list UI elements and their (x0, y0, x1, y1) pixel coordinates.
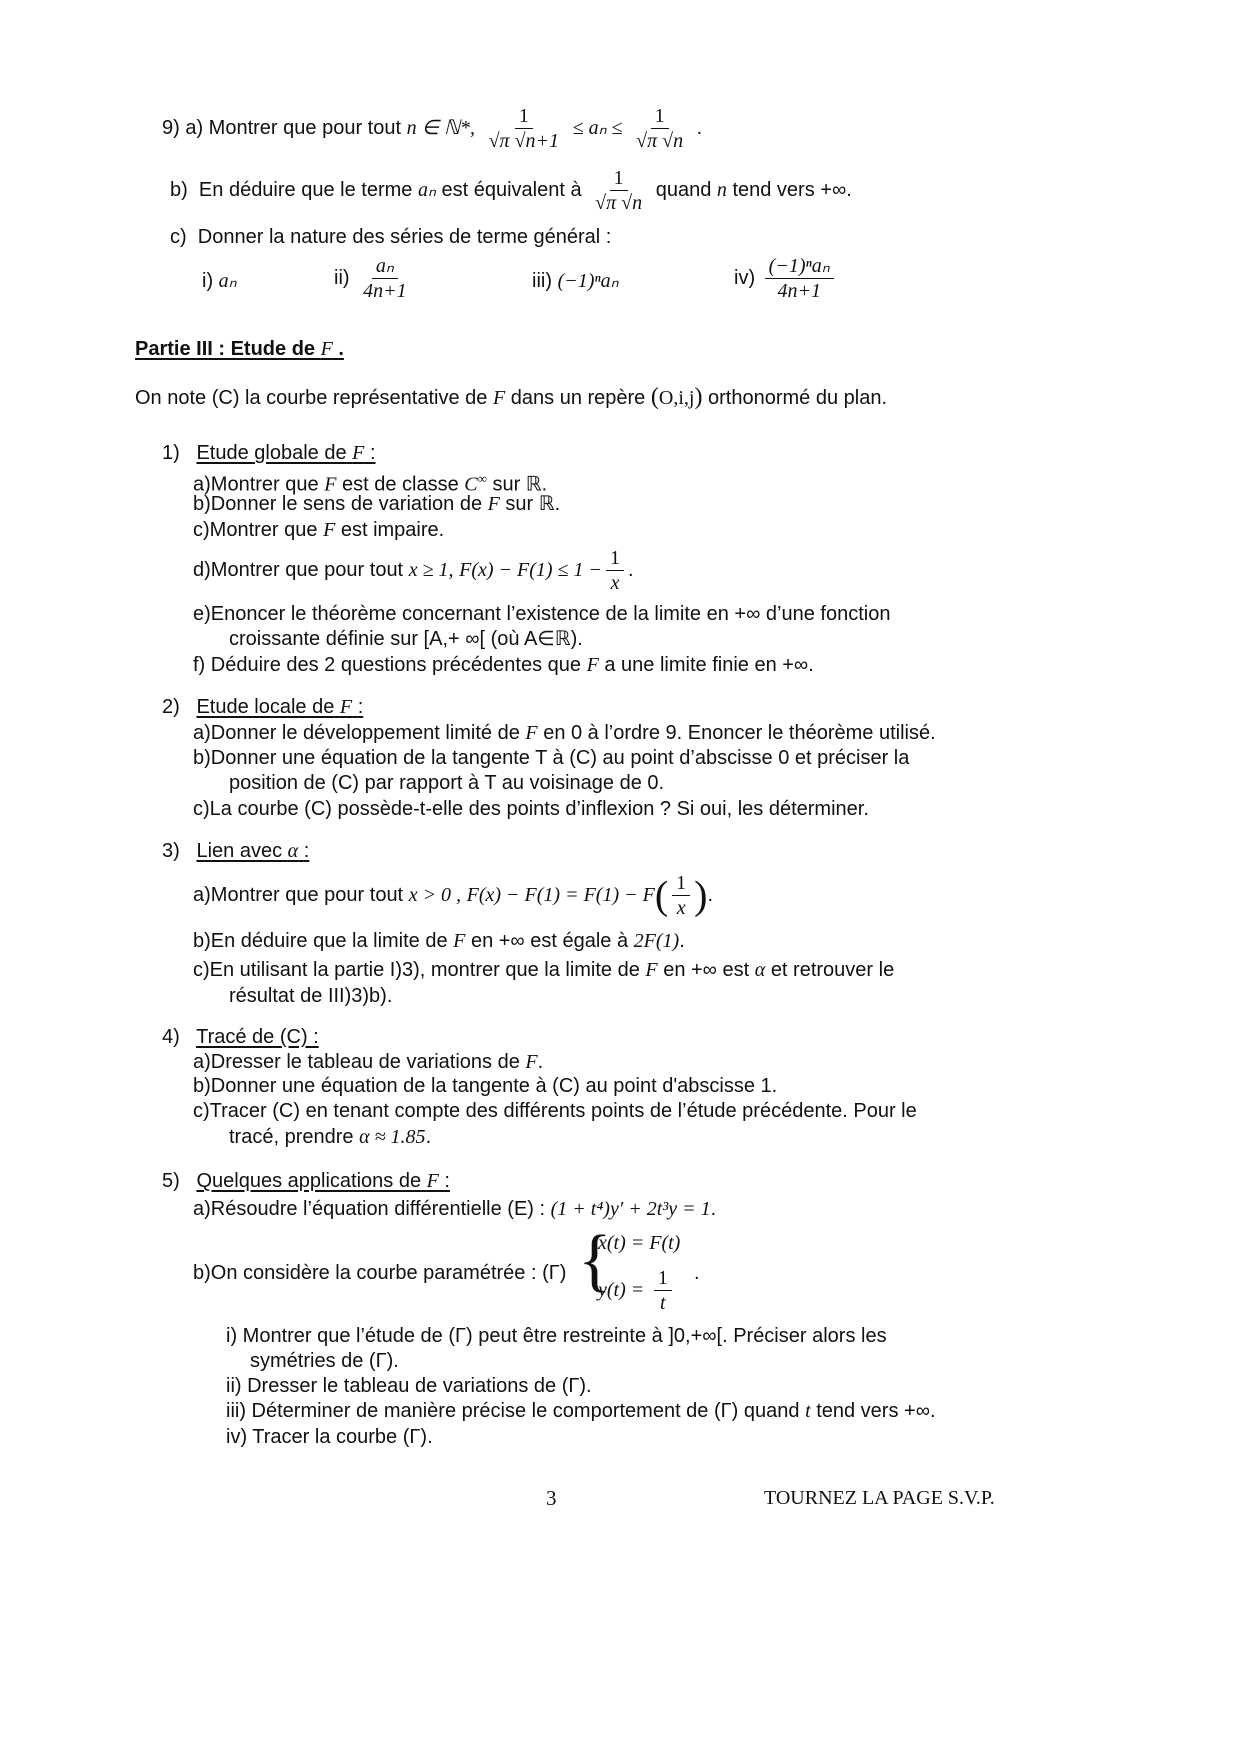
s1-a-end: sur ℝ. (492, 473, 548, 496)
s2-heading (162, 694, 363, 720)
s5-iv: iv) Tracer la courbe (Γ). (226, 1426, 433, 1448)
s1-c-pre: c)Montrer que (193, 519, 318, 541)
s3-a (193, 870, 713, 921)
s5-i1: i) Montrer que l’étude de (Γ) peut être restreinte à ]0,+∞[. Préciser alors les (226, 1325, 887, 1347)
s3-c1-alpha: α (754, 959, 766, 981)
q9b-text4: tend vers +∞. (732, 178, 852, 201)
s4-title: Tracé de (C) : (196, 1026, 319, 1048)
s1-f-end: a une limite finie en +∞. (604, 654, 814, 676)
q9a-line (162, 104, 702, 153)
s5-b-num: 1 (654, 1266, 672, 1291)
s1-a-pre: a)Montrer que (193, 473, 319, 496)
s4-b: b)Donner une équation de la tangente à (C) au point d'abscisse 1. (193, 1075, 778, 1097)
s1-a-inf: ∞ (477, 471, 487, 486)
series-i-expr: aₙ (218, 270, 237, 292)
q9b-n: n (716, 178, 727, 201)
s1-title (196, 442, 375, 464)
q9a-frac2 (632, 104, 687, 153)
s3-b-mid: en +∞ est égale à (470, 930, 629, 952)
part3-title-text: Partie III : Etude de (135, 338, 316, 360)
s3-a-cond: x > 0 , (408, 884, 462, 906)
q9b-label: b) (170, 178, 188, 201)
s5-a-pre: a)Résoudre l’équation différentielle (E) : (193, 1198, 546, 1220)
series-ii-label: ii) (334, 266, 350, 289)
s3-b-expr: 2F(1) (633, 930, 680, 952)
s2-a-pre: a)Donner le développement limité de (193, 722, 520, 744)
s1-f-pre: f) Déduire des 2 questions précédentes que (193, 654, 582, 676)
s2-a (193, 720, 936, 746)
s3-c1-pre: c)En utilisant la partie I)3), montrer que la limite de (193, 959, 640, 981)
s3-c1-end: et retrouver le (770, 959, 895, 981)
s3-a-num: 1 (672, 871, 690, 896)
q9a-frac1-den: √π √n+1 (488, 130, 560, 152)
q9a-frac1 (485, 104, 563, 153)
series-iii (532, 268, 619, 294)
s5-b-brace: { (578, 1222, 612, 1299)
s3-b (193, 928, 685, 954)
s3-b-pre: b)En déduire que la limite de (193, 930, 448, 952)
s2-title-text: Etude locale de (196, 696, 335, 718)
s2-num: 2) (162, 696, 180, 718)
s1-b-pre: b)Donner le sens de variation de (193, 493, 483, 515)
s4-num: 4) (162, 1026, 180, 1048)
s2-b2: position de (C) par rapport à T au voisinage de 0. (229, 772, 665, 794)
s3-c1 (193, 957, 894, 983)
part3-title-F: F (320, 338, 333, 360)
series-ii (334, 254, 415, 303)
series-ii-frac (359, 254, 411, 303)
s5-b-x: x(t) = F(t) (598, 1232, 681, 1254)
s3-a-den: x (676, 897, 686, 920)
s1-d-end: . (628, 558, 634, 581)
s5-a-end: . (710, 1198, 717, 1220)
s4-c2-expr: α ≈ 1.85 (359, 1126, 426, 1148)
s1-b-end: sur ℝ. (505, 493, 561, 515)
q9c-label: c) (170, 226, 187, 248)
s1-e1: e)Enoncer le théorème concernant l’existence de la limite en +∞ d’une fonction (193, 603, 891, 625)
q9c-line (170, 224, 611, 250)
s4-a (193, 1049, 543, 1075)
s5-iii-pre: iii) Déterminer de manière précise le comportement de (Γ) quand (226, 1400, 800, 1422)
s1-d-den: x (610, 572, 620, 594)
s3-title (196, 840, 309, 862)
s1-a-mid: est de classe (341, 473, 459, 496)
s5-num: 5) (162, 1170, 180, 1192)
s5-b-end: . (694, 1262, 700, 1284)
frame-vectors: O,i,j (658, 387, 695, 409)
s1-d-expr: F(x) − F(1) ≤ 1 − (459, 558, 603, 581)
s1-title-F: F (352, 442, 365, 464)
s5-b-y (598, 1266, 676, 1315)
s2-c: c)La courbe (C) possède-t-elle des points d’inflexion ? Si oui, les déterminer. (193, 798, 869, 820)
s5-iii-t: t (805, 1400, 811, 1422)
series-iv-label: iv) (734, 266, 756, 289)
s3-c1-mid: en +∞ est (663, 959, 750, 981)
part3-intro (135, 384, 887, 411)
series-i (202, 268, 237, 294)
s1-heading (162, 440, 376, 466)
q9b-text2: est équivalent à (441, 178, 582, 201)
s2-a-end: en 0 à l’ordre 9. Enoncer le théorème utilisé. (543, 722, 936, 744)
s4-a-F: F (525, 1051, 538, 1073)
s5-iii-end: tend vers +∞. (816, 1400, 936, 1422)
s4-a-end: . (537, 1051, 544, 1073)
s1-a-C: C (464, 473, 478, 496)
q9b-line (170, 166, 852, 215)
frame-close-paren: ) (694, 384, 703, 410)
s3-c1-F: F (645, 959, 658, 981)
s1-f (193, 652, 814, 678)
s1-num: 1) (162, 442, 180, 464)
q9a-frac2-num: 1 (651, 104, 669, 129)
q9a-end: . (696, 116, 703, 139)
s2-title-colon: : (357, 696, 364, 718)
s1-d (193, 546, 634, 595)
s1-e2: croissante définie sur [A,+ ∞[ (où A∈ℝ). (229, 628, 583, 650)
s1-b-F: F (487, 493, 500, 515)
s4-a-pre: a)Dresser le tableau de variations de (193, 1051, 520, 1073)
part3-intro-1: On note (C) la courbe représentative de (135, 387, 488, 409)
footer-note: TOURNEZ LA PAGE S.V.P. (764, 1487, 995, 1509)
s1-f-F: F (586, 654, 599, 676)
s1-c-F: F (323, 519, 336, 541)
s2-b1: b)Donner une équation de la tangente T à (C) au point d’abscisse 0 et préciser la (193, 747, 910, 769)
s3-title-alpha: α (287, 840, 299, 862)
s3-a-pre: a)Montrer que pour tout (193, 884, 404, 906)
s3-a-open-paren: ( (654, 872, 669, 918)
q9b-text1: En déduire que le terme (198, 178, 413, 201)
s1-a-F: F (324, 473, 337, 496)
q9b-text3: quand (655, 178, 712, 201)
series-iv-frac (765, 254, 834, 303)
s4-c2-end: . (425, 1126, 432, 1148)
s3-a-end: . (707, 884, 714, 906)
s3-title-text: Lien avec (196, 840, 283, 862)
q9b-frac-den: √π √n (595, 192, 643, 214)
s5-b-y-lhs: y(t) = (598, 1278, 645, 1301)
s3-a-close-paren: ) (694, 872, 708, 918)
s1-b (193, 491, 560, 517)
s5-iii (226, 1398, 936, 1424)
s1-d-cond: x ≥ 1, (408, 558, 454, 581)
s1-d-frac (606, 546, 624, 595)
s4-c2 (229, 1124, 431, 1150)
page-number: 3 (546, 1486, 557, 1510)
s5-title-text: Quelques applications de (196, 1170, 422, 1192)
s3-a-expr: F(x) − F(1) = F(1) − F (466, 884, 655, 906)
s5-i2: symétries de (Γ). (250, 1350, 399, 1372)
s5-b (193, 1260, 566, 1286)
s2-title-F: F (339, 696, 353, 718)
s5-heading (162, 1168, 450, 1194)
q9a-cond: n ∈ ℕ*, (406, 116, 476, 139)
s3-num: 3) (162, 840, 180, 862)
s4-c1: c)Tracer (C) en tenant compte des différents points de l’étude précédente. Pour le (193, 1100, 917, 1122)
s1-d-pre: d)Montrer que pour tout (193, 558, 404, 581)
q9b-an: aₙ (417, 178, 436, 201)
s5-ii: ii) Dresser le tableau de variations de (Γ). (226, 1375, 592, 1397)
s5-title-F: F (426, 1170, 439, 1192)
s3-b-end: . (679, 930, 685, 952)
s2-title (196, 696, 363, 718)
s1-c-end: est impaire. (340, 519, 445, 541)
s4-heading (162, 1024, 319, 1050)
s2-a-F: F (525, 722, 538, 744)
part3-title-dot: . (338, 338, 344, 360)
series-iii-expr: (−1)ⁿaₙ (557, 270, 619, 292)
s1-c (193, 517, 444, 543)
s5-title-colon: : (444, 1170, 450, 1192)
series-iv-num: (−1)ⁿaₙ (765, 254, 834, 279)
part3-intro-3: orthonormé du plan. (708, 387, 888, 409)
s3-c2: résultat de III)3)b). (229, 985, 393, 1007)
s5-a-expr: (1 + t⁴)y′ + 2t³y = 1 (550, 1198, 711, 1220)
s1-title-colon: : (369, 442, 376, 464)
s3-b-F: F (453, 930, 466, 952)
q9b-frac-num: 1 (610, 166, 628, 191)
s1-d-num: 1 (606, 546, 624, 571)
q9a-frac2-den: √π √n (636, 130, 684, 152)
q9b-frac (591, 166, 646, 215)
series-ii-num: aₙ (372, 254, 398, 279)
series-iii-label: iii) (532, 270, 552, 292)
s3-a-frac (672, 871, 690, 920)
q9a-mid: ≤ aₙ ≤ (572, 116, 623, 139)
s3-heading (162, 838, 309, 864)
s5-title (196, 1170, 450, 1192)
s4-c2-pre: tracé, prendre (229, 1126, 354, 1148)
part3-intro-F: F (492, 387, 506, 409)
series-iv-den: 4n+1 (777, 280, 821, 302)
q9a-frac1-num: 1 (515, 104, 533, 129)
s5-b-den: t (660, 1292, 666, 1314)
q9a-label: 9) a) Montrer que pour tout (162, 116, 402, 139)
series-ii-den: 4n+1 (363, 280, 407, 302)
s5-b-frac (654, 1266, 672, 1315)
series-i-label: i) (202, 270, 214, 292)
q9c-text: Donner la nature des séries de terme général : (197, 226, 612, 248)
part3-intro-2: dans un repère (510, 387, 646, 409)
s1-title-text: Etude globale de (196, 442, 347, 464)
s5-b-pre: b)On considère la courbe paramétrée : (Γ) (193, 1262, 567, 1284)
frame-open-paren: ( (650, 384, 659, 410)
s3-title-colon: : (303, 840, 310, 862)
s5-a (193, 1196, 716, 1222)
part3-title (135, 336, 344, 362)
series-iv (734, 254, 838, 303)
